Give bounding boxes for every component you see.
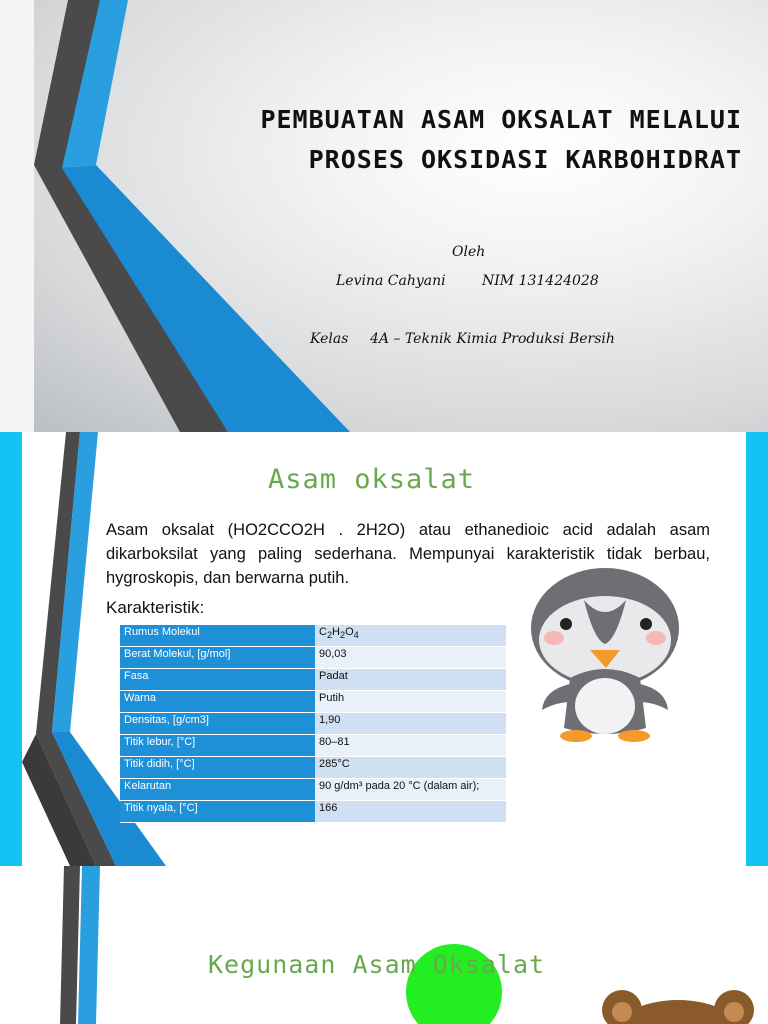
property-value: 90,03 [315, 647, 506, 669]
bear-illustration [598, 990, 758, 1024]
table-row [120, 625, 506, 647]
class-value: 4A – Teknik Kimia Produksi Bersih [370, 331, 615, 347]
table-row [120, 713, 506, 735]
table-row [120, 779, 506, 801]
slide-oxalic-acid [0, 432, 768, 866]
slide-decoration [0, 0, 360, 432]
property-value: 285°C [315, 757, 506, 779]
property-value: 80–81 [315, 735, 506, 757]
property-name: Kelarutan [120, 779, 315, 801]
property-name: Titik didih, [°C] [120, 757, 315, 779]
table-row [120, 691, 506, 713]
right-accent-bar [746, 432, 768, 866]
slide-decoration [0, 866, 120, 1024]
table-row [120, 735, 506, 757]
property-name: Berat Molekul, [g/mol] [120, 647, 315, 669]
property-name: Rumus Molekul [120, 625, 315, 647]
property-value: Padat [315, 669, 506, 691]
characteristics-label: Karakteristik: [106, 598, 205, 617]
property-value: $C_2H_2O_4$ [315, 625, 506, 647]
property-name: Titik nyala, [°C] [120, 801, 315, 823]
property-value: 90 g/dm³ pada 20 °C (dalam air); [315, 779, 506, 801]
property-value: Putih [315, 691, 506, 713]
slide-heading: Kegunaan Asam Oksalat [208, 950, 546, 979]
table-row [120, 669, 506, 691]
property-value: 166 [315, 801, 506, 823]
slide-title [0, 0, 768, 432]
property-name: Fasa [120, 669, 315, 691]
class-label: Kelas [310, 331, 349, 347]
presentation-title [142, 100, 742, 180]
title-line-1: PEMBUATAN ASAM OKSALAT MELALUI [260, 105, 742, 134]
author-name: Levina Cahyani [336, 273, 446, 289]
property-name: Titik lebur, [°C] [120, 735, 315, 757]
description-paragraph: Asam oksalat (HO2CCO2H . 2H2O) atau ethanedioic acid adalah asam dikarboksilat yang paling sederhana. Mempunyai karakteristik tidak berbau, hygroskopis, dan berwarna putih. [106, 521, 710, 587]
penguin-illustration [520, 560, 690, 760]
table-row [120, 647, 506, 669]
table-row [120, 801, 506, 823]
title-line-2: PROSES OKSIDASI KARBOHIDRAT [308, 145, 742, 174]
slide-heading: Asam oksalat [268, 464, 476, 495]
slide-uses [0, 866, 768, 1024]
property-name: Densitas, [g/cm3] [120, 713, 315, 735]
properties-table [120, 625, 506, 823]
property-value: 1,90 [315, 713, 506, 735]
by-label: Oleh [452, 244, 486, 260]
table-row [120, 757, 506, 779]
property-name: Warna [120, 691, 315, 713]
student-id: NIM 131424028 [482, 273, 599, 289]
